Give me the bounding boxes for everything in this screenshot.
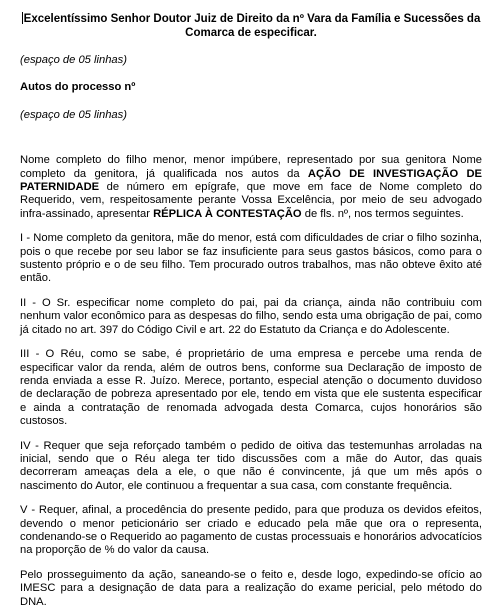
closing-paragraph: Pelo prosseguimento da ação, saneando-se o feito e, desde logo, expedindo-se ofício ao IMESC para a designação de data para a realização do exame pericial, pelo método do DNA.	[20, 568, 482, 608]
reply-name: RÉPLICA À CONTESTAÇÃO	[153, 207, 302, 220]
paragraph-iv: IV - Requer que seja reforçado também o pedido de oitiva das testemunhas arroladas na inicial, sendo que o Réu alega ter tido discussões com a mãe do Autor, das quais decorreram ameaças dela a ele, o que não é convincente, já que um mês após o nascimento do Autor, ele continuou a frequentar a sua casa, com constante frequência.	[20, 439, 482, 492]
text-cursor	[22, 12, 23, 24]
action-name: AÇÃO DE INVESTIGAÇÃO DE PATERNIDADE	[20, 167, 482, 194]
case-heading: Autos do processo nº	[20, 81, 136, 94]
paragraph-ii: II - O Sr. especificar nome completo do pai, pai da criança, ainda não contribuiu com nenhum valor econômico para as despesas do filho, sendo esta uma obrigação de pai, como já citado no art. 397 do Código Civil e art. 22 do Estatuto da Criança e do Adolescente.	[20, 296, 482, 336]
paragraph-v: V - Requer, afinal, a procedência do presente pedido, para que produza os devidos efeitos, devendo o menor peticionário ser criado e educado pela mãe que ora o representa, condenando-se o Requerido ao pagamento de custas processuais e honorários advocatícios na proporção de % do valor da causa.	[20, 504, 482, 557]
document-title: Excelentíssimo Senhor Doutor Juiz de Direito da nº Vara da Família e Sucessões da Comarca de especificar.	[23, 13, 481, 39]
paragraph-i: I - Nome completo da genitora, mãe do menor, está com dificuldades de criar o filho sozinha, pois o que recebe por seu labor se faz insuficiente para seus gastos básicos, como para o sustento próprio e o de seu filho. Tem procurado outros trabalhos, mas não obteve êxito até então.	[20, 232, 482, 285]
spacing-note: (espaço de 05 linhas)	[20, 108, 127, 121]
spacing-note: (espaço de 05 linhas)	[20, 54, 127, 66]
intro-paragraph: Nome completo do filho menor, menor impúbere, representado por sua genitora Nome completo da genitora, já qualificada nos autos da AÇÃO DE INVESTIGAÇÃO DE PATERNIDADE de número em epígrafe, que move em face de Nome completo do Requerido, vem, respeitosamente perante Vossa Excelência, por meio de seu advogado infra-assinado, apresentar RÉPLICA À CONTESTAÇÃO de fls. nº, nos termos seguintes.	[20, 154, 482, 220]
paragraph-iii: III - O Réu, como se sabe, é proprietário de uma empresa e percebe uma renda de especificar valor da renda, além de outros bens, conforme sua Declaração de imposto de renda enviada a esse R. Juízo. Merece, portanto, especial atenção o documento duvidoso de declaração de pobreza apresentado por ele, tendo em vista que ele sustenta especificar e ainda a contratação de renomada advogada desta Comarca, cujos honorários são custosos.	[20, 348, 482, 428]
